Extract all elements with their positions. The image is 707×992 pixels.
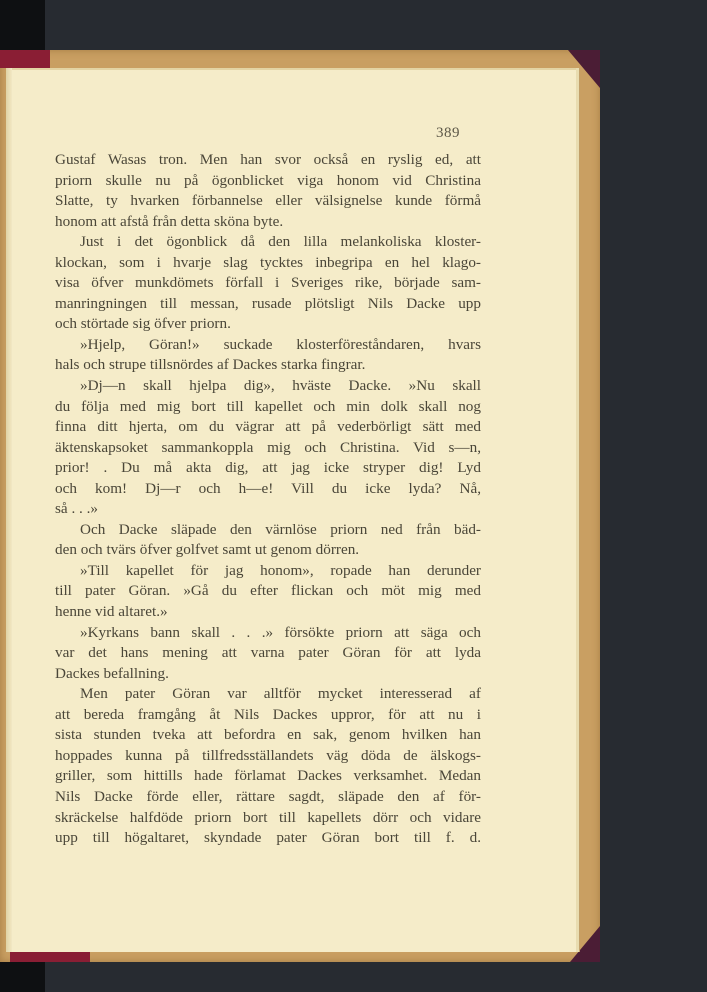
page-number: 389: [436, 125, 460, 141]
text-line: »Till kapellet för jag honom», ropade han derunder: [80, 561, 481, 579]
page-gutter-edge: [6, 68, 12, 952]
text-line: Dackes befallning.: [55, 664, 169, 682]
text-line: hals och strupe tillsnördes af Dackes starka fingrar.: [55, 356, 366, 374]
text-line: skräckelse halfdöde priorn bort till kapellets dörr och vidare: [55, 808, 481, 826]
text-line: priorn skulle nu på ögonblicket viga honom vid Christina: [55, 171, 481, 189]
text-line: manringningen till messan, rusade plötsligt Nils Dacke upp: [55, 294, 481, 312]
text-line: prior! . Du må akta dig, att jag icke stryper dig! Lyd: [55, 459, 481, 477]
text-line: Nils Dacke förde eller, rättare sagdt, släpade den af för-: [55, 787, 481, 805]
text-line: Slatte, ty hvarken förbannelse eller välsignelse kunde förmå: [55, 192, 481, 210]
text-line: du följa med mig bort till kapellet och min dolk skall nog: [55, 397, 481, 415]
text-line: visa öfver munkdömets förfall i Sveriges rike, började sam-: [55, 274, 481, 292]
text-line: Och Dacke släpade den värnlöse priorn ned från bäd-: [80, 520, 481, 538]
text-line: att bereda framgång åt Nils Dackes uppror, för att nu i: [55, 705, 481, 723]
page-body-text: [55, 150, 481, 849]
text-line: honom att afstå från detta sköna byte.: [55, 212, 284, 230]
text-line: klockan, som i hvarje slag tycktes inbegripa en hel klago-: [55, 253, 481, 271]
text-line: »Kyrkans bann skall . . .» försökte priorn att säga och: [80, 623, 481, 641]
text-line: och störtade sig öfver priorn.: [55, 315, 231, 333]
text-line: sista stunden tveka att befordra en sak, genom hvilken han: [55, 726, 481, 744]
text-line: äktenskapsoket sammankoppla mig och Christina. Vid s—n,: [55, 438, 481, 456]
text-line: var det hans mening att varna pater Göran för att lyda: [55, 644, 481, 662]
text-line: Just i det ögonblick då den lilla melankoliska kloster-: [80, 233, 481, 251]
text-line: finna ditt hjerta, om du vägrar att på vederbörligt sätt med: [55, 418, 481, 436]
text-line: griller, som hittills hade förlamat Dackes verksamhet. Medan: [55, 767, 481, 785]
text-line: Gustaf Wasas tron. Men han svor också en ryslig ed, att: [55, 151, 481, 168]
text-line: och kom! Dj—r och h—e! Vill du icke lyda? Nå,: [55, 479, 481, 497]
text-line: Men pater Göran var alltför mycket interesserad af: [80, 685, 481, 703]
text-line: till pater Göran. »Gå du efter flickan och möt mig med: [55, 582, 481, 600]
text-line: »Hjelp, Göran!» suckade klosterföreståndaren, hvars: [80, 335, 481, 353]
text-line: henne vid altaret.»: [55, 603, 168, 621]
text-line: den och tvärs öfver golfvet samt ut genom dörren.: [55, 541, 360, 559]
text-line: så . . .»: [55, 500, 99, 518]
text-line: upp till högaltaret, skyndade pater Göran bort till f. d.: [55, 829, 481, 847]
text-line: »Dj—n skall hjelpa dig», hväste Dacke. »Nu skall: [80, 377, 481, 395]
spine-cloth-top: [0, 50, 50, 68]
text-line: hoppades kunna på tillfredsställandets väg döda de älskogs-: [55, 746, 481, 764]
